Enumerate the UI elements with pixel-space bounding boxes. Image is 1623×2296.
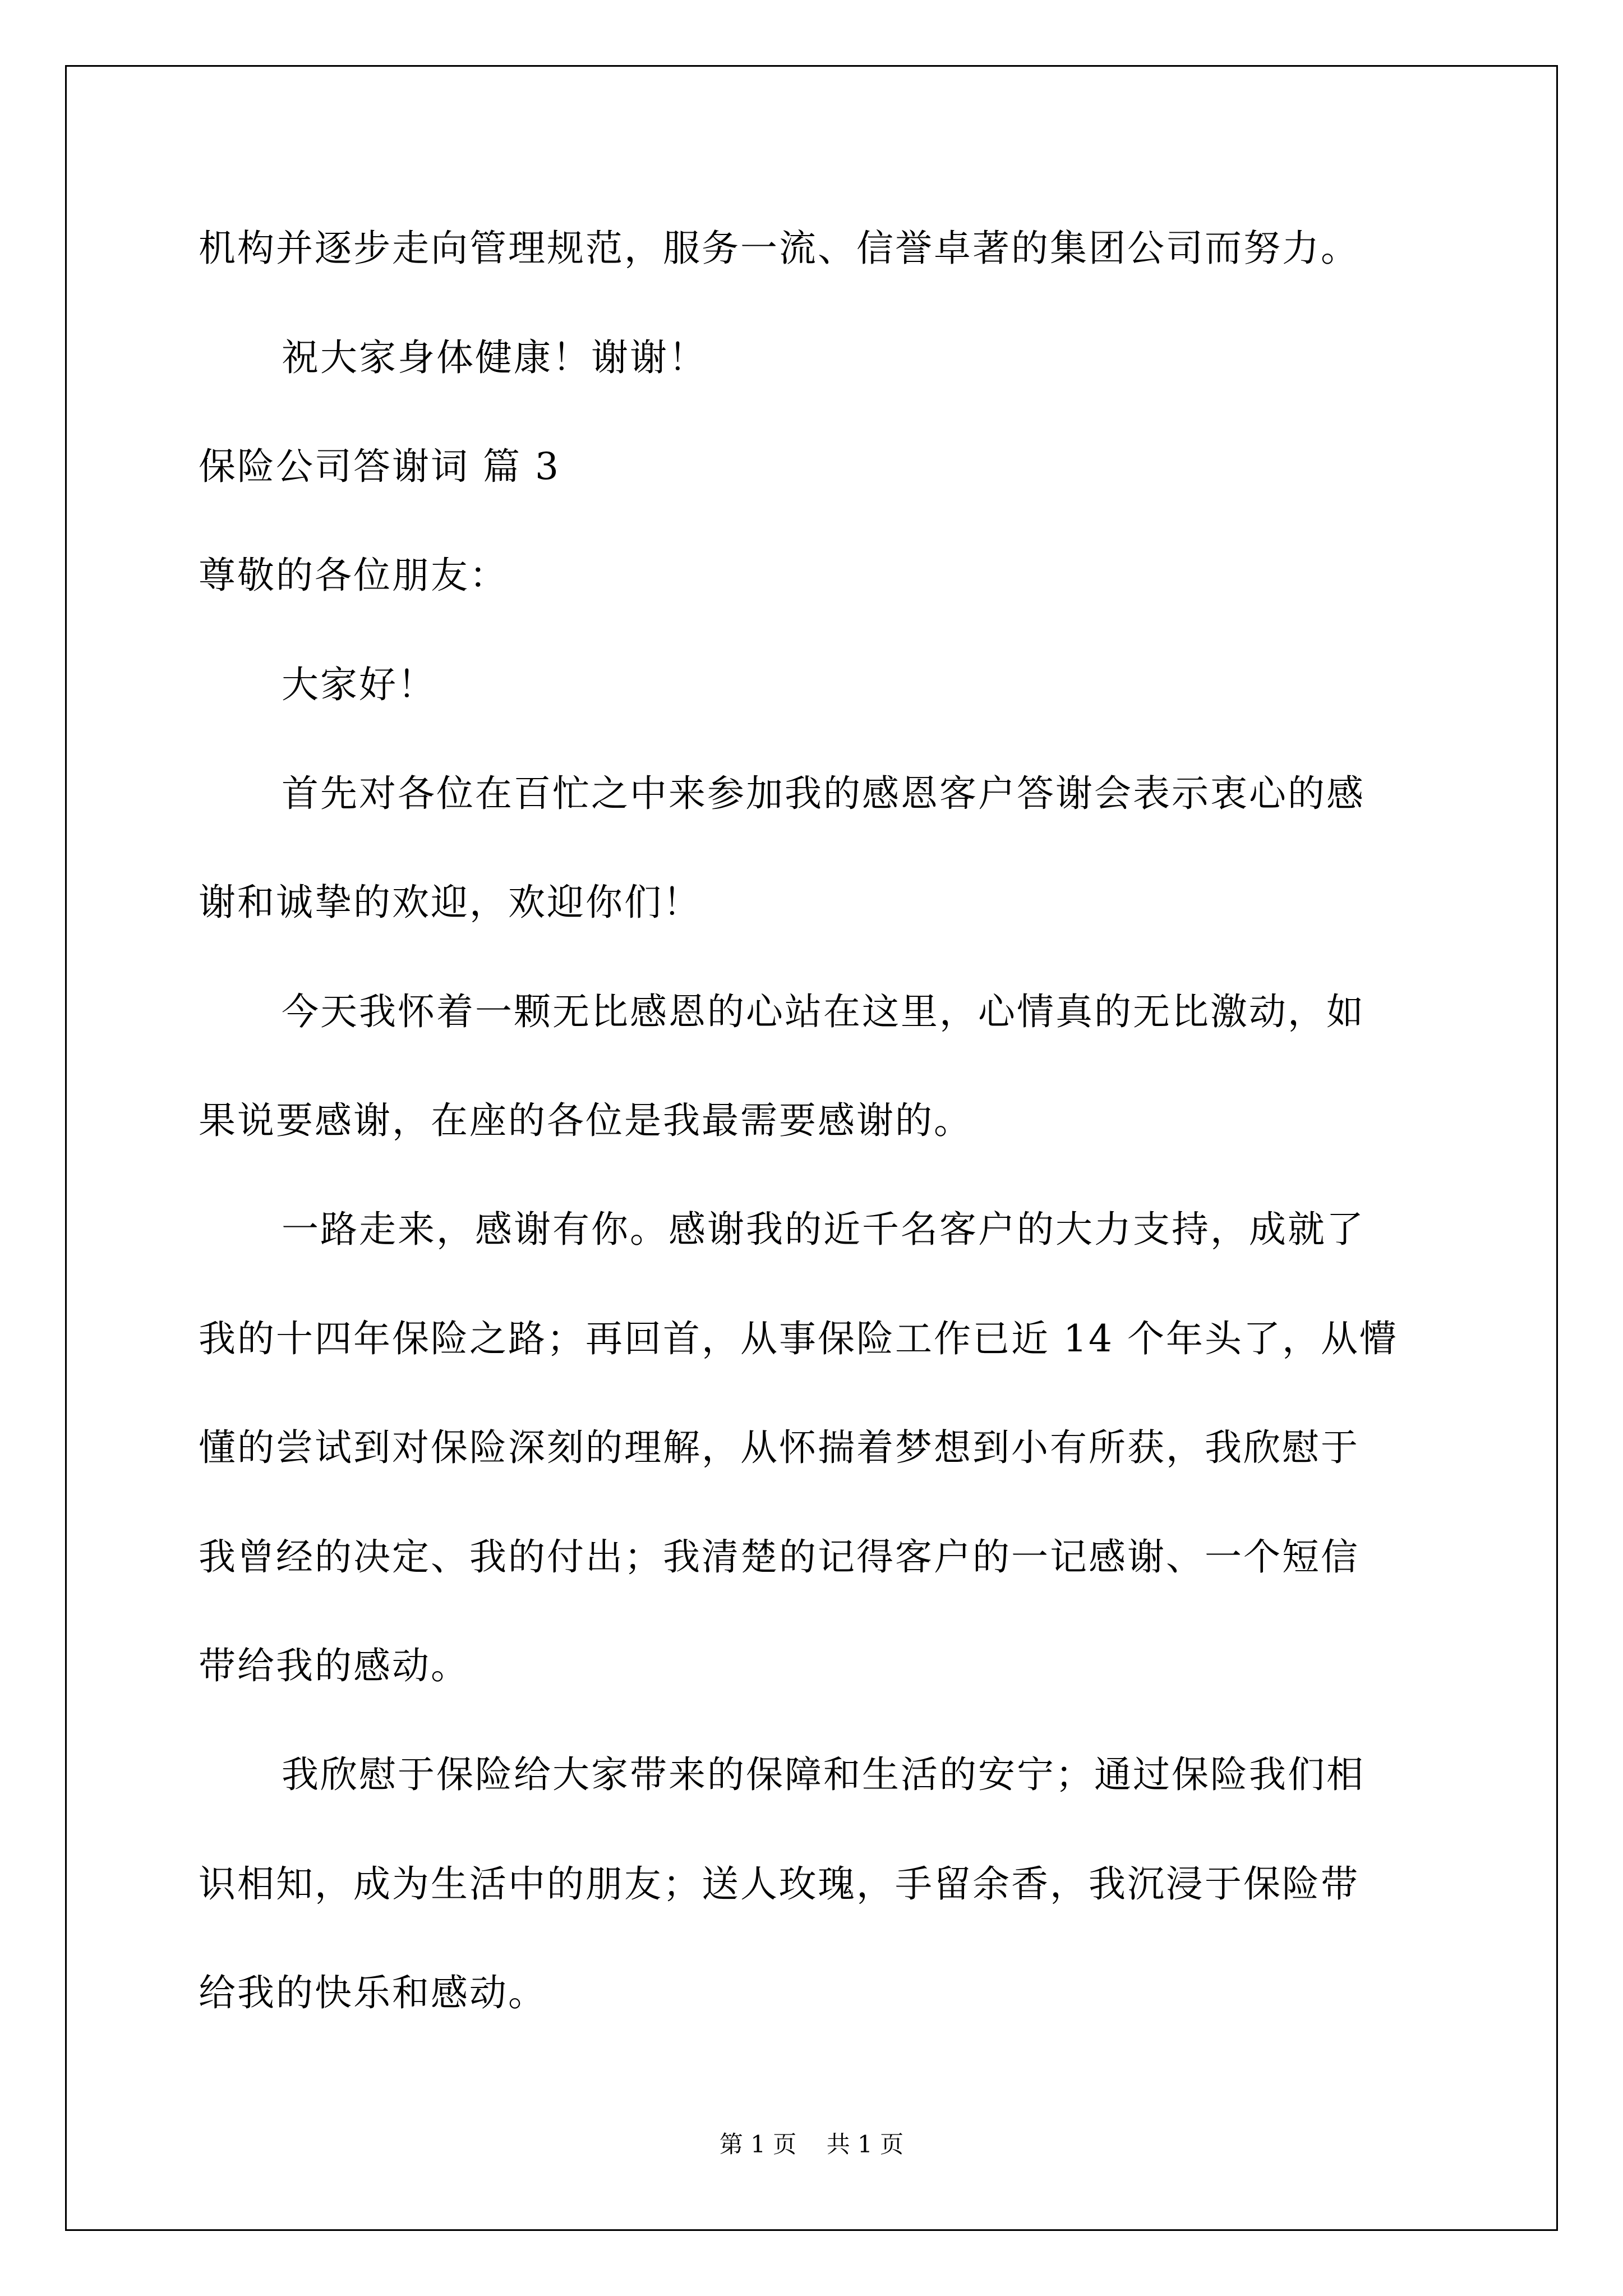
paragraph-line: 一路走来，感谢有你。感谢我的近千名客户的大力支持，成就了 (282, 1208, 1365, 1251)
paragraph-line: 谢和诚挚的欢迎，欢迎你们！ (199, 881, 702, 924)
greeting: 大家好！ (282, 663, 436, 706)
paragraph-line: 给我的快乐和感动。 (199, 1971, 547, 2014)
paragraph-line: 带给我的感动。 (199, 1644, 469, 1687)
paragraph-line: 果说要感谢，在座的各位是我最需要感谢的。 (199, 1099, 972, 1142)
section-heading: 保险公司答谢词 篇 3 (199, 445, 560, 488)
paragraph-line: 我欣慰于保险给大家带来的保障和生活的安宁；通过保险我们相 (282, 1753, 1365, 1796)
paragraph-line: 机构并逐步走向管理规范，服务一流、信誉卓著的集团公司而努力。 (199, 227, 1359, 270)
paragraph-line: 祝大家身体健康！谢谢！ (282, 336, 707, 379)
paragraph-line: 懂的尝试到对保险深刻的理解，从怀揣着梦想到小有所获，我欣慰于 (199, 1426, 1359, 1469)
paragraph-line: 今天我怀着一颗无比感恩的心站在这里，心情真的无比激动，如 (282, 990, 1365, 1033)
paragraph-line: 识相知，成为生活中的朋友；送人玫瑰，手留余香，我沉浸于保险带 (199, 1862, 1359, 1906)
paragraph-line: 我曾经的决定、我的付出；我清楚的记得客户的一记感谢、一个短信 (199, 1535, 1359, 1579)
paragraph-line: 首先对各位在百忙之中来参加我的感恩客户答谢会表示衷心的感 (282, 772, 1365, 815)
salutation: 尊敬的各位朋友： (199, 554, 508, 597)
page-footer: 第 1 页 共 1 页 (719, 2131, 904, 2158)
paragraph-line: 我的十四年保险之路；再回首，从事保险工作已近 14 个年头了，从懵 (199, 1317, 1398, 1360)
